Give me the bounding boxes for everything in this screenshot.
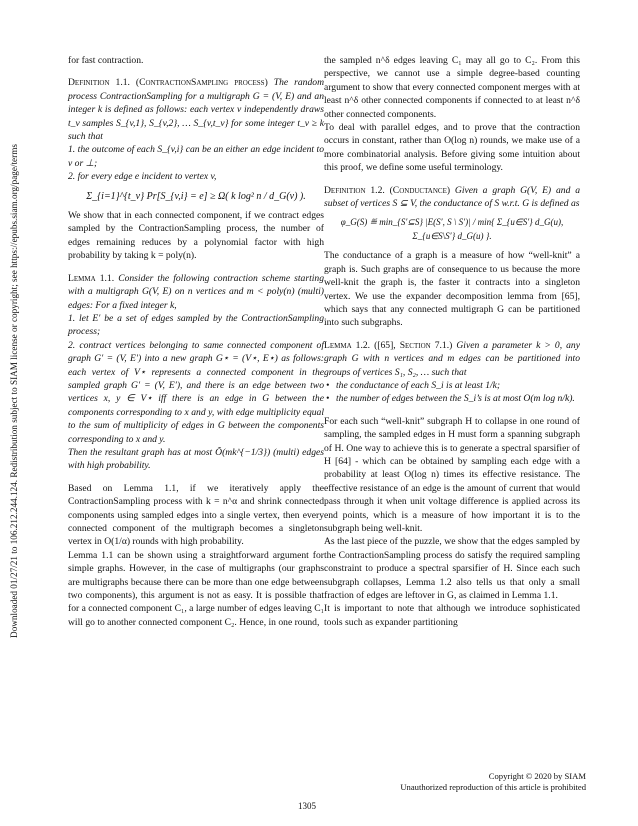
definition-body: Given a graph G(V, E) and a subset of vertices S ⊆ V, the conductance of S w.r.t. G is defined as — [324, 184, 581, 210]
lemma-bullets — [324, 379, 580, 406]
right-column — [324, 54, 580, 629]
lemma-1-2 — [324, 339, 580, 379]
paragraph: The conductance of a graph is a measure of how “well-knit” a graph is. Such graphs are of consequence to us because the more well-knit the graph is, the faster it contracts into a singleton vertex. We use the expander decomposition lemma from [65], which says that any connected multigraph G can be partitioned into such subgraphs. — [324, 250, 580, 329]
definition-item: 2. for every edge e incident to vertex v, — [68, 171, 217, 183]
left-column — [68, 54, 324, 629]
definition-1-1 — [68, 76, 324, 143]
download-notice-text: Downloaded 01/27/21 to 106.212.244.124. Redistribution subject to SIAM license or copyright; see https://epubs.siam.org/page/terms — [9, 144, 19, 638]
reproduction-notice: Unauthorized reproduction of this article is prohibited — [400, 782, 586, 792]
lemma-item: 2. contract vertices belonging to same connected component of graph G′ = (V, E′) into a new graph G⋆ = (V⋆, E⋆) as follows: each vertex of V⋆ represents a connected component in the sampled graph G′ = (V, E′), and there is an edge between two vertices x, y ∈ V⋆ iff there is an edge in G between the components corresponding to x and y, with edge multiplicity equal to the sum of multiplicity of edges in G between the components corresponding to x and y. — [68, 339, 324, 445]
definition-1-2 — [324, 184, 580, 211]
definition-heading: Definition 1.1. (ContractionSampling process) — [68, 77, 268, 89]
paragraph: We show that in each connected component, if we contract edges sampled by the ContractionSampling process, the number of edges remaining reduces by a polynomial factor with high probability by taking k = poly(n). — [68, 210, 324, 262]
lemma-bullet: • the conductance of each S_i is at least 1/k; — [336, 379, 580, 392]
page-number: 1305 — [298, 801, 316, 811]
paragraph: for fast contraction. — [68, 55, 144, 66]
paragraph: the sampled n^δ edges leaving C₁ may all go to C₂. From this perspective, we cannot use a simple degree-based counting argument to show that every connected component merges with at least n^δ other connected components if connected to at least n^δ other connected components. — [324, 55, 580, 120]
lemma-body: Consider the following contraction scheme starting with a multigraph G(V, E) on n vertices and m < poly(n) (multi) edges: For a fixed integer k, — [68, 272, 324, 311]
lemma-body: Given a parameter k > 0, any graph G with n vertices and m edges can be partitioned into groups of vertices S₁, S₂, … such that — [324, 339, 580, 378]
copyright-footer — [400, 771, 586, 793]
equation-1: Σ_{i=1}^{t_v} Pr[S_{v,i} = e] ≥ Ω( k log² n / d_G(v) ). — [86, 190, 306, 202]
lemma-conclusion: Then the resultant graph has at most Õ(mk^{−1/3}) (multi) edges with high probability. — [68, 446, 324, 472]
copyright-text: Copyright © 2020 by SIAM — [488, 771, 586, 781]
lemma-heading: Lemma 1.2. ([65], Section 7.1.) — [324, 339, 453, 351]
lemma-heading: Lemma 1.1. — [68, 272, 115, 284]
paragraph: For each such “well-knit” subgraph H to collapse in one round of sampling, the sampled edges in H must form a spanning subgraph of H. One way to achieve this is to generate a spectral sparsifier of H [64] - which can be obtained by sampling each edge with a probability at least O(log n) times its effective resistance. The effective resistance of an edge is the amount of current that would pass through it when unit voltage difference is applied across its end points, which is a measure of how important it is to the subgraph being well-knit. — [324, 415, 580, 534]
lemma-bullet: • the number of edges between the S_i’s is at most O(m log n/k). — [336, 392, 580, 405]
paragraph: Based on Lemma 1.1, if we iteratively apply the ContractionSampling process with k = n^α and shrink connected components using sampled edges into a single vertex, then every connected component of the multigraph becomes a singleton vertex in O(1/α) rounds with high probability. — [68, 482, 324, 548]
definition-item: 1. the outcome of each S_{v,i} can be an either an edge incident to v or ⊥; — [68, 144, 324, 169]
download-notice-sidebar — [6, 80, 20, 720]
lemma-1-1 — [68, 272, 324, 312]
paragraph: It is important to note that although we introduce sophisticated tools such as expander partitioning — [324, 603, 580, 628]
equation-2: φ_G(S) ≝ min_{S′⊆S} |E(S′, S \ S′)| / min{ Σ_{u∈S′} d_G(u), Σ_{u∈S\S′} d_G(u) }. — [340, 217, 564, 241]
lemma-item: 1. let E′ be a set of edges sampled by the ContractionSampling process; — [68, 312, 324, 338]
definition-body: The random process ContractionSampling for a multigraph G = (V, E) and an integer k is defined as follows: each vertex v independently draws t_v samples S_{v,1}, S_{v,2}, … S_{v,t_v} for some integer t_v ≥ k such that — [68, 77, 324, 143]
paragraph: As the last piece of the puzzle, we show that the edges sampled by the ContractionSampling process do satisfy the required sampling constraint to produce a spectral sparsifier of H. Since each such subgraph collapses, Lemma 1.2 also tells us that only a small fraction of edges are leftover in G, as claimed in Lemma 1.1. — [324, 536, 580, 602]
definition-heading: Definition 1.2. (Conductance) — [324, 184, 451, 196]
paragraph: To deal with parallel edges, and to prove that the contraction occurs in constant, rather than O(log n) rounds, we make use of a more combinatorial analysis. Before giving some intuition about this proof, we define some useful terminology. — [324, 122, 580, 174]
paragraph: Lemma 1.1 can be shown using a straightforward argument for simple graphs. However, in the case of multigraphs (our graphs are multigraphs because there can be more than one edge between two components), this argument is not as easy. It is possible that for a connected component C₁, a large number of edges leaving C₁ will go to another connected component C₂. Hence, in one round, — [68, 549, 324, 628]
